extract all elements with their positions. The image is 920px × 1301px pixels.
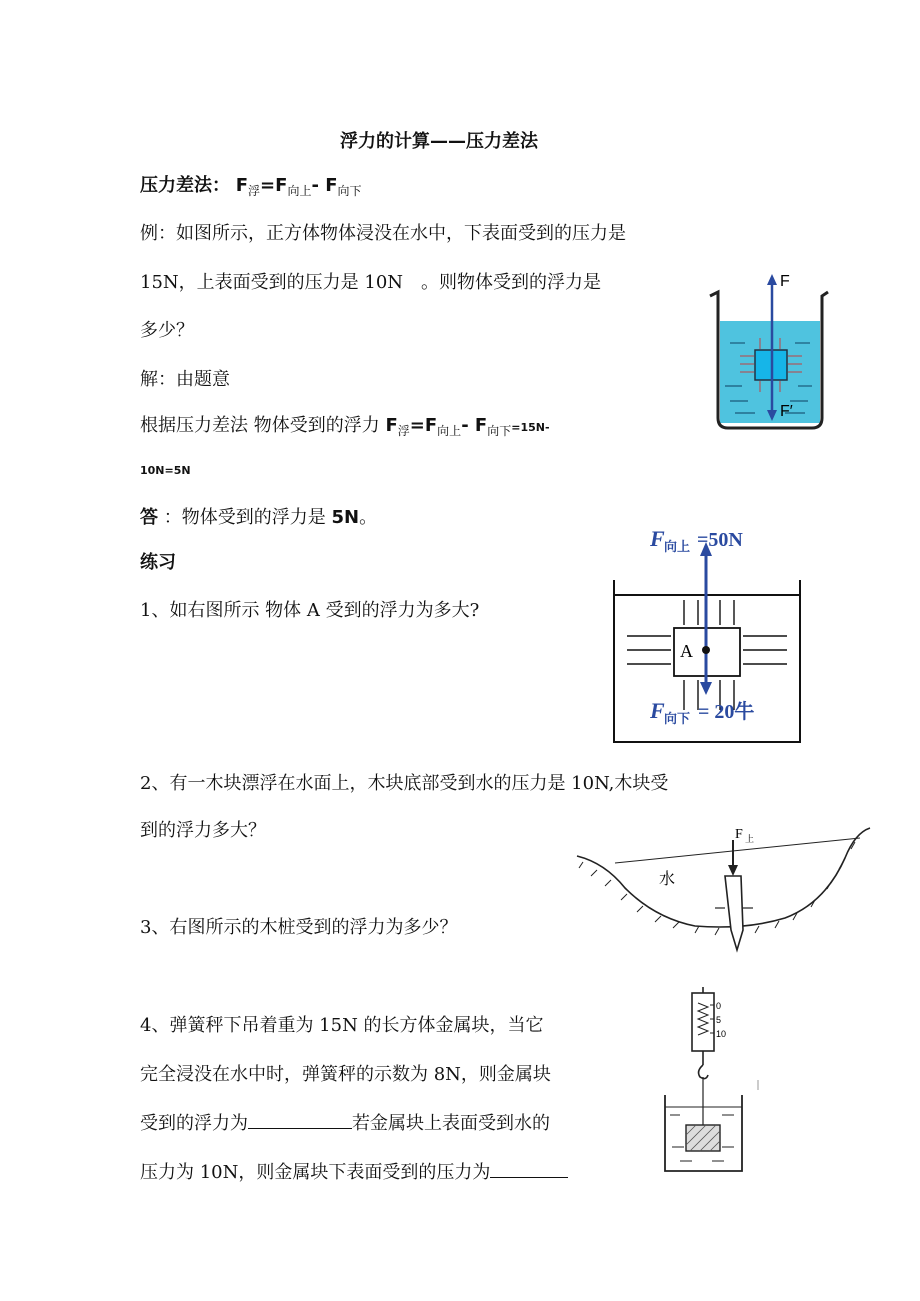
fig3-force-sub: 上	[745, 835, 755, 845]
question-4-line-2: 完全浸没在水中时，弹簧秤的示数为 8N，则金属块	[140, 1064, 551, 1085]
solution-eq: =F	[409, 415, 438, 436]
figure-beaker-cube	[700, 268, 835, 438]
question-4-line-3	[140, 1109, 550, 1135]
formula-line	[140, 171, 362, 197]
solution-sub-up: 向上	[437, 424, 462, 438]
question-3: 3、右图所示的木桩受到的浮力为多少？	[140, 917, 458, 938]
formula-minus: - F	[311, 175, 338, 196]
q4-line3-b: 若金属块上表面受到水的	[352, 1113, 550, 1134]
formula-sub-buoy: 浮	[248, 184, 261, 198]
solution-minus: - F	[461, 415, 488, 436]
solution-line	[140, 411, 550, 437]
question-1: 1、如右图所示 物体 A 受到的浮力为多大?	[140, 600, 480, 621]
arrow-up-icon	[767, 274, 777, 285]
fig1-label-bottom: F′	[780, 403, 793, 420]
question-4-line-1: 4、弹簧秤下吊着重为 15N 的长方体金属块，当它	[140, 1015, 544, 1036]
figure-object-a	[612, 520, 807, 750]
scale-mark-5: 5	[716, 1015, 722, 1025]
figure-spring-scale	[660, 985, 770, 1175]
formula-f: F	[235, 175, 249, 196]
solution-text: 根据压力差法 物体受到的浮力	[140, 415, 380, 436]
hook-icon	[699, 1065, 708, 1079]
answer-label: 答	[140, 507, 158, 528]
fig2-up-value: =50N	[697, 529, 743, 551]
question-4-line-4	[140, 1158, 568, 1184]
spring-scale-body	[692, 993, 714, 1051]
solution-calc-1: =15N-	[511, 421, 550, 434]
arrow-down-icon	[728, 865, 738, 876]
answer-value: 5N	[331, 507, 360, 528]
wooden-stake	[725, 876, 743, 950]
question-2-line-2: 到的浮力多大？	[140, 820, 266, 841]
fig2-down-sub: 向下	[664, 712, 691, 727]
question-2-line-1: 2、有一木块漂浮在水面上，木块底部受到水的压力是 10N,木块受	[140, 773, 669, 794]
answer-blank-bottom-pressure[interactable]	[490, 1159, 568, 1178]
arrow-down-icon	[700, 682, 712, 695]
fig3-force-label: F	[735, 827, 743, 842]
solution-calc-2: 10N=5N	[140, 464, 191, 477]
fig3-water-label: 水	[659, 869, 676, 888]
figure-wooden-stake	[575, 818, 875, 963]
practice-heading: 练习	[140, 552, 176, 573]
fig2-up-sub: 向上	[664, 540, 691, 555]
object-a-label: A	[680, 641, 693, 661]
fig1-label-top: F	[780, 273, 790, 290]
solution-sub-buoy: 浮	[397, 424, 410, 438]
formula-sub-down: 向下	[337, 184, 362, 198]
lake-bed	[577, 828, 870, 927]
example-line-2: 15N，上表面受到的压力是 10N 。则物体受到的浮力是	[140, 272, 602, 293]
solution-sub-down: 向下	[487, 424, 512, 438]
example-line-3: 多少？	[140, 320, 194, 341]
fig2-up-f: F	[650, 526, 665, 551]
formula-sub-up: 向上	[287, 184, 312, 198]
answer-line	[140, 503, 377, 529]
answer-end: 。	[359, 507, 378, 528]
fig2-down-value: = 20牛	[698, 701, 755, 723]
formula-eq: =F	[260, 175, 288, 196]
page-title: 浮力的计算——压力差法	[340, 131, 538, 152]
example-line-1: 例：如图所示，正方体物体浸没在水中，下表面受到的压力是	[140, 223, 626, 244]
fig2-down-f: F	[650, 698, 665, 723]
q4-line3-a: 受到的浮力为	[140, 1113, 248, 1134]
formula-label: 压力差法：	[140, 175, 230, 196]
q4-line4-text: 压力为 10N，则金属块下表面受到的压力为	[140, 1162, 491, 1183]
scale-mark-10: 10	[716, 1029, 727, 1039]
solution-f: F	[385, 415, 398, 436]
scale-mark-0: 0	[716, 1001, 722, 1011]
answer-blank-buoyancy[interactable]	[248, 1110, 352, 1129]
answer-text: ：物体受到的浮力是	[163, 507, 326, 528]
solution-intro: 解：由题意	[140, 369, 230, 390]
